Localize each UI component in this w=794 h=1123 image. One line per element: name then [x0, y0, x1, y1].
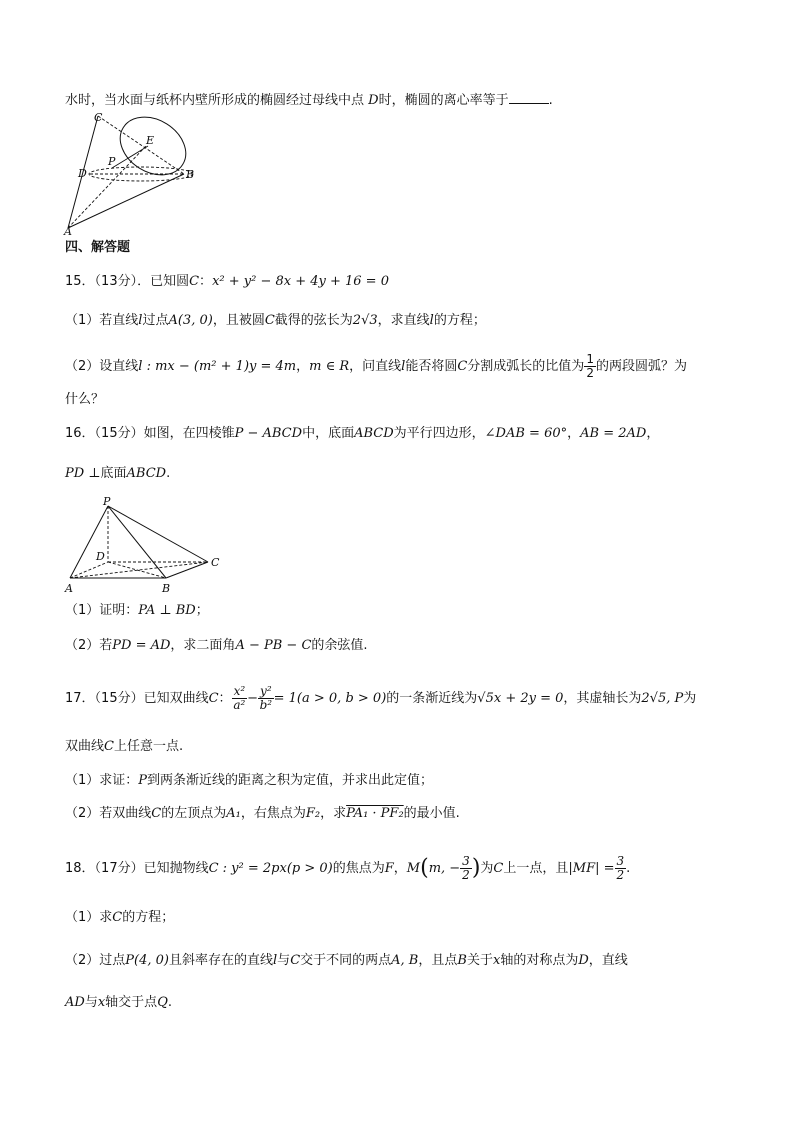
pyramid-label-d: D	[96, 550, 105, 563]
q17-stem: 17．（15分）已知双曲线C： $\frac{\text{x²}}{\text{a²}}$ − $\frac{\text{y²}}{\text{b²}}$ = 1(a > 0, b > 0)的一条渐近线为√5x + 2y = 0，其虚轴长为2√5, P为	[65, 684, 697, 712]
q17-part2: （2）若双曲线C的左顶点为A₁，右焦点为F₂，求PA₁ · PF₂的最小值.	[65, 806, 460, 821]
cone-label-e: E	[146, 134, 155, 147]
pyramid-label-b: B	[162, 582, 171, 595]
q15-stem: 15．（13分）．已知圆C：x² + y² − 8x + 4y + 16 = 0	[65, 274, 389, 289]
cone-label-a: A	[64, 225, 72, 236]
q17-part1: （1）求证：P到两条渐近线的距离之积为定值，并求出此定值；	[65, 773, 434, 788]
circle-equation: x² + y² − 8x + 4y + 16 = 0	[212, 274, 389, 289]
q18-part2-cont: AD与x轴交于点Q.	[65, 995, 172, 1010]
q18-part2: （2）过点P(4, 0)且斜率存在的直线l与C交于不同的两点A, B，且点B关于x轴的对称点为D，直线	[65, 953, 628, 968]
answer-blank[interactable]	[509, 91, 549, 104]
q15-part2: （2）设直线l : mx − (m² + 1)y = 4m，m ∈ R，问直线l能否将圆C分割成弧长的比值为 $\frac{1}{2}$ 的两段圆弧？为	[65, 352, 687, 380]
q14-var-d: D	[368, 93, 379, 108]
q15-part1: （1）若直线l过点A(3, 0)，且被圆C截得的弦长为2√3，求直线l的方程；	[65, 313, 486, 328]
q16-part1: （1）证明：PA ⊥ BD；	[65, 603, 209, 618]
q14-tail-line: 水时，当水面与纸杯内壁所形成的椭圆经过母线中点 D时，椭圆的离心率等于 .	[65, 93, 553, 108]
section-title: 四、解答题	[65, 240, 131, 255]
fraction-half: $\frac{1}{2}$	[586, 352, 594, 380]
pyramid-figure	[62, 494, 232, 602]
q16-part2: （2）若PD = AD，求二面角A − PB − C的余弦值.	[65, 638, 368, 653]
cone-label-c: C	[94, 111, 103, 124]
pyramid-label-p: P	[103, 495, 111, 508]
q15-part2-cont: 什么？	[65, 392, 105, 407]
vector-product: PA₁ · PF₂	[346, 806, 404, 821]
cone-figure	[60, 108, 210, 240]
q17-stem-cont: 双曲线C上任意一点.	[65, 739, 184, 754]
cone-label-b: B	[186, 168, 195, 181]
q18-part1: （1）求C的方程；	[65, 910, 175, 925]
q16-stem: 16．（15分）如图，在四棱锥P − ABCD中，底面ABCD为平行四边形，∠DAB = 60°，AB = 2AD，	[65, 426, 660, 441]
q18-stem: 18．（17分）已知抛物线C : y² = 2px(p > 0)的焦点为F，M(m, − $\frac{3}{2}$ )为C上一点，且|MF| = $\frac{3}{2}$ .	[65, 854, 631, 882]
q14-text: 水时，当水面与纸杯内壁所形成的椭圆经过母线中点	[65, 93, 369, 108]
pyramid-label-a: A	[65, 582, 73, 595]
q14-text-b: 时，椭圆的离心率等于	[378, 93, 509, 108]
pyramid-label-c: C	[211, 556, 220, 569]
cone-label-p: P	[108, 155, 116, 168]
q16-stem-cont: PD ⊥底面ABCD.	[65, 466, 171, 481]
cone-label-d: D	[78, 167, 87, 180]
